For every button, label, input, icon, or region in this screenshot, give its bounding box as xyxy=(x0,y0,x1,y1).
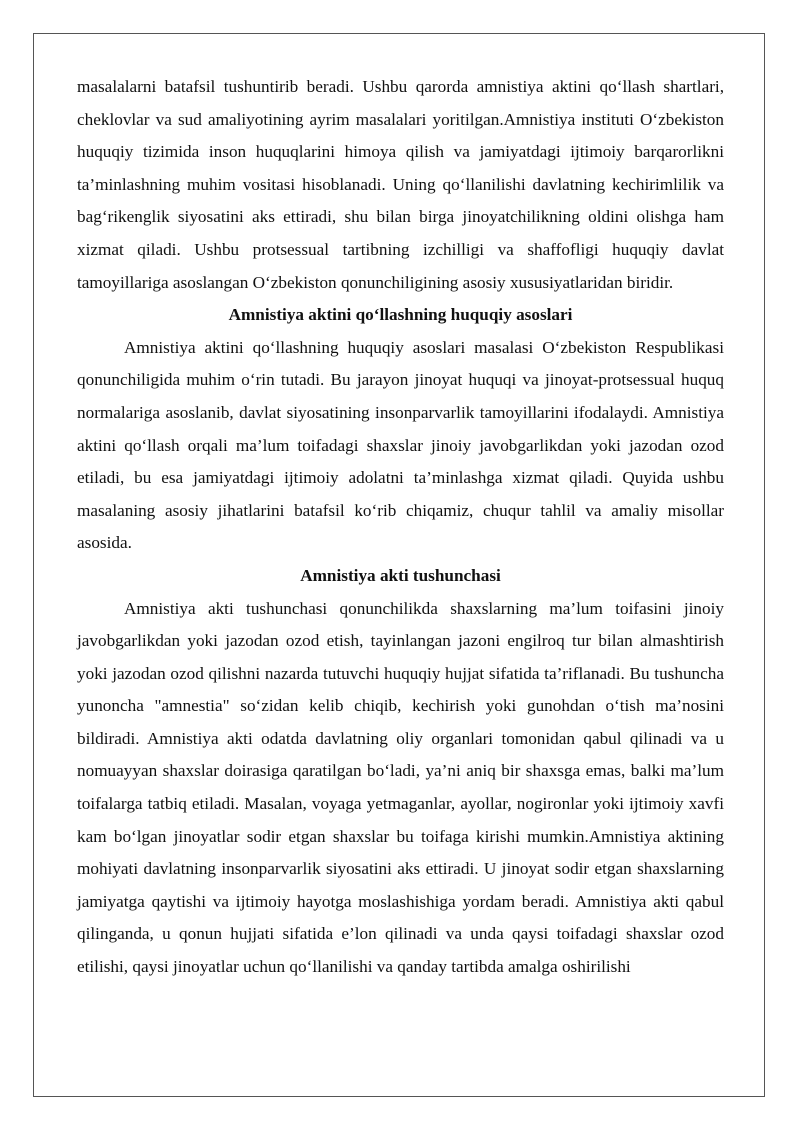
section-heading-legal-basis: Amnistiya aktini qo‘llashning huquqiy asoslari xyxy=(228,305,573,325)
section-heading-amnesty-concept: Amnistiya akti tushunchasi xyxy=(300,565,501,585)
paragraph-legal-basis: Amnistiya aktini qo‘llashning huquqiy asoslari masalasi O‘zbekiston Respublikasi qonunchiligida muhim o‘rin tutadi. Bu jarayon jinoyat huquqi va jinoyat-protsessual huquq normalariga asoslanib, davlat siyosatining insonparvarlik tamoyillarini ifodalaydi. Amnistiya aktini qo‘llash orqali ma’lum toifadagi shaxslar jinoiy javobgarlikdan yoki jazodan ozod etiladi, bu esa jamiyatdagi ijtimoiy adolatni ta’minlashga xizmat qiladi. Quyida ushbu masalaning asosiy jihatlarini batafsil ko‘rib chiqamiz, chuqur tahlil va amaliy misollar asosida. xyxy=(77,337,724,553)
paragraph-amnesty-concept: Amnistiya akti tushunchasi qonunchilikda shaxslarning ma’lum toifasini jinoiy javobgarlikdan yoki jazodan ozod etish, tayinlangan jazoni engilroq tur bilan almashtirish yoki jazodan ozod qilishni nazarda tutuvchi huquqiy hujjat sifatida ta’riflanadi. Bu tushuncha yunoncha "amnestia" so‘zidan kelib chiqib, kechirish yoki gunohdan o‘tish ma’nosini bildiradi. Amnistiya akti odatda davlatning oliy organlari tomonidan qabul qilinadi va u nomuayyan shaxslar doirasiga qaratilgan bo‘ladi, ya’ni aniq bir shaxsga emas, balki ma’lum toifalarga tatbiq etiladi. Masalan, voyaga yetmaganlar, ayollar, nogironlar yoki ijtimoiy xavfi kam bo‘lgan jinoyatlar sodir etgan shaxslar bu toifaga kirishi mumkin.Amnistiya aktining mohiyati davlatning insonparvarlik siyosatini aks ettiradi. U jinoyat sodir etgan shaxslarning jamiyatga qaytishi va ijtimoiy hayotga moslashishiga yordam beradi. Amnistiya akti qabul qilinganda, u qonun hujjati sifatida e’lon qilinadi va unda qaysi toifadagi shaxslar ozod etilishi, qaysi jinoyatlar uchun qo‘llanilishi va qanday tartibda amalga oshirilishi xyxy=(77,598,724,977)
paragraph-intro-continuation: masalalarni batafsil tushuntirib beradi. Ushbu qarorda amnistiya aktini qo‘llash shartlari, cheklovlar va sud amaliyotining ayrim masalalari yoritilgan.Amnistiya instituti O‘zbekiston huquqiy tizimida inson huquqlarini himoya qilish va jamiyatdagi ijtimoiy barqarorlikni ta’minlashning muhim vositasi hisoblanadi. Uning qo‘llanilishi davlatning kechirimlilik va bag‘rikenglik siyosatini aks ettiradi, shu bilan birga jinoyatchilikning oldini olishga ham xizmat qiladi. Ushbu protsessual tartibning izchilligi va shaffofligi huquqiy davlat tamoyillariga asoslangan O‘zbekiston qonunchiligining asosiy xususiyatlaridan biridir. xyxy=(77,77,724,292)
document-body xyxy=(77,71,724,984)
